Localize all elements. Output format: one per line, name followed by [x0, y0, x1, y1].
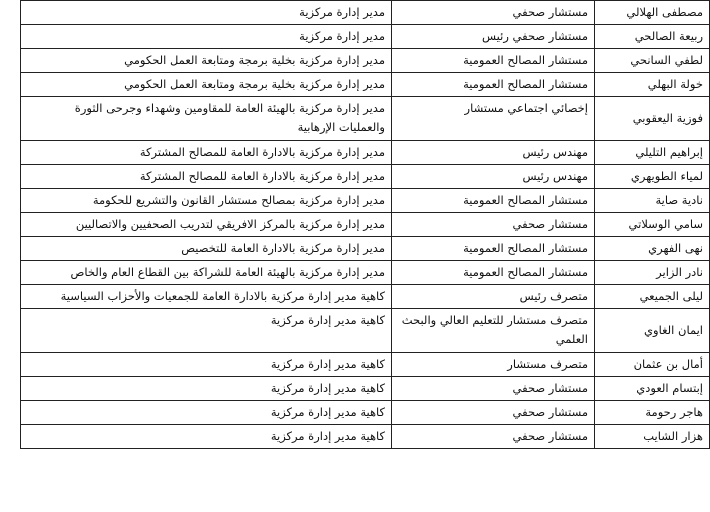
role-cell: كاهية مدير إدارة مركزية	[21, 401, 392, 425]
table-row	[21, 261, 710, 285]
title-cell: مستشار المصالح العمومية	[392, 73, 595, 97]
role-cell: كاهية مدير إدارة مركزية بالادارة العامة للجمعيات والأحزاب السياسية	[21, 285, 392, 309]
title-cell: متصرف مستشار للتعليم العالي والبحث العلمي	[392, 309, 595, 353]
name-cell: مصطفى الهلالي	[595, 1, 710, 25]
role-cell: كاهية مدير إدارة مركزية	[21, 377, 392, 401]
name-cell: سامي الوسلاتي	[595, 213, 710, 237]
name-cell: هزار الشايب	[595, 425, 710, 449]
title-cell: مستشار صحفي رئيس	[392, 25, 595, 49]
role-cell: مدير إدارة مركزية	[21, 1, 392, 25]
table-row	[21, 1, 710, 25]
appointments-table	[20, 0, 710, 449]
role-cell: كاهية مدير إدارة مركزية	[21, 425, 392, 449]
role-cell: مدير إدارة مركزية بمصالح مستشار القانون والتشريع للحكومة	[21, 189, 392, 213]
name-cell: ليلى الجميعي	[595, 285, 710, 309]
name-cell: ربيعة الصالحي	[595, 25, 710, 49]
role-cell: مدير إدارة مركزية	[21, 25, 392, 49]
table-row	[21, 49, 710, 73]
role-cell: مدير إدارة مركزية بالادارة العامة للتخصيص	[21, 237, 392, 261]
table-row	[21, 377, 710, 401]
title-cell: مستشار صحفي	[392, 401, 595, 425]
role-cell: كاهية مدير إدارة مركزية	[21, 309, 392, 353]
table-row	[21, 73, 710, 97]
table-row	[21, 285, 710, 309]
name-cell: لطفي السانحي	[595, 49, 710, 73]
role-cell: مدير إدارة مركزية بالادارة العامة للمصالح المشتركة	[21, 165, 392, 189]
title-cell: متصرف رئيس	[392, 285, 595, 309]
name-cell: لمياء الطويهري	[595, 165, 710, 189]
title-cell: مستشار المصالح العمومية	[392, 261, 595, 285]
name-cell: فوزية اليعقوبي	[595, 97, 710, 141]
name-cell: إبتسام العودي	[595, 377, 710, 401]
name-cell: هاجر رحومة	[595, 401, 710, 425]
name-cell: ايمان الغاوي	[595, 309, 710, 353]
table-row	[21, 25, 710, 49]
title-cell: مستشار صحفي	[392, 1, 595, 25]
title-cell: مستشار المصالح العمومية	[392, 237, 595, 261]
title-cell: مستشار المصالح العمومية	[392, 189, 595, 213]
name-cell: خولة البهلي	[595, 73, 710, 97]
table-row	[21, 165, 710, 189]
name-cell: نهى الفهري	[595, 237, 710, 261]
table-row	[21, 141, 710, 165]
title-cell: مستشار صحفي	[392, 377, 595, 401]
table-row	[21, 237, 710, 261]
table-row	[21, 97, 710, 141]
title-cell: مهندس رئيس	[392, 165, 595, 189]
role-cell: مدير إدارة مركزية بالمركز الافريقي لتدريب الصحفيين والاتصاليين	[21, 213, 392, 237]
name-cell: أمال بن عثمان	[595, 353, 710, 377]
role-cell: كاهية مدير إدارة مركزية	[21, 353, 392, 377]
table-row	[21, 425, 710, 449]
title-cell: مستشار صحفي	[392, 213, 595, 237]
table-row	[21, 213, 710, 237]
role-cell: مدير إدارة مركزية بالهيئة العامة للشراكة بين القطاع العام والخاص	[21, 261, 392, 285]
role-cell: مدير إدارة مركزية بخلية برمجة ومتابعة العمل الحكومي	[21, 49, 392, 73]
name-cell: نادر الزاير	[595, 261, 710, 285]
title-cell: مستشار المصالح العمومية	[392, 49, 595, 73]
title-cell: متصرف مستشار	[392, 353, 595, 377]
name-cell: إبراهيم التليلي	[595, 141, 710, 165]
table-row	[21, 309, 710, 353]
role-cell: مدير إدارة مركزية بالهيئة العامة للمقاومين وشهداء وجرحى الثورة والعمليات الإرهابية	[21, 97, 392, 141]
table-row	[21, 189, 710, 213]
table-row	[21, 353, 710, 377]
title-cell: مهندس رئيس	[392, 141, 595, 165]
name-cell: نادية صاية	[595, 189, 710, 213]
table-row	[21, 401, 710, 425]
title-cell: إخصائي اجتماعي مستشار	[392, 97, 595, 141]
role-cell: مدير إدارة مركزية بخلية برمجة ومتابعة العمل الحكومي	[21, 73, 392, 97]
title-cell: مستشار صحفي	[392, 425, 595, 449]
role-cell: مدير إدارة مركزية بالادارة العامة للمصالح المشتركة	[21, 141, 392, 165]
